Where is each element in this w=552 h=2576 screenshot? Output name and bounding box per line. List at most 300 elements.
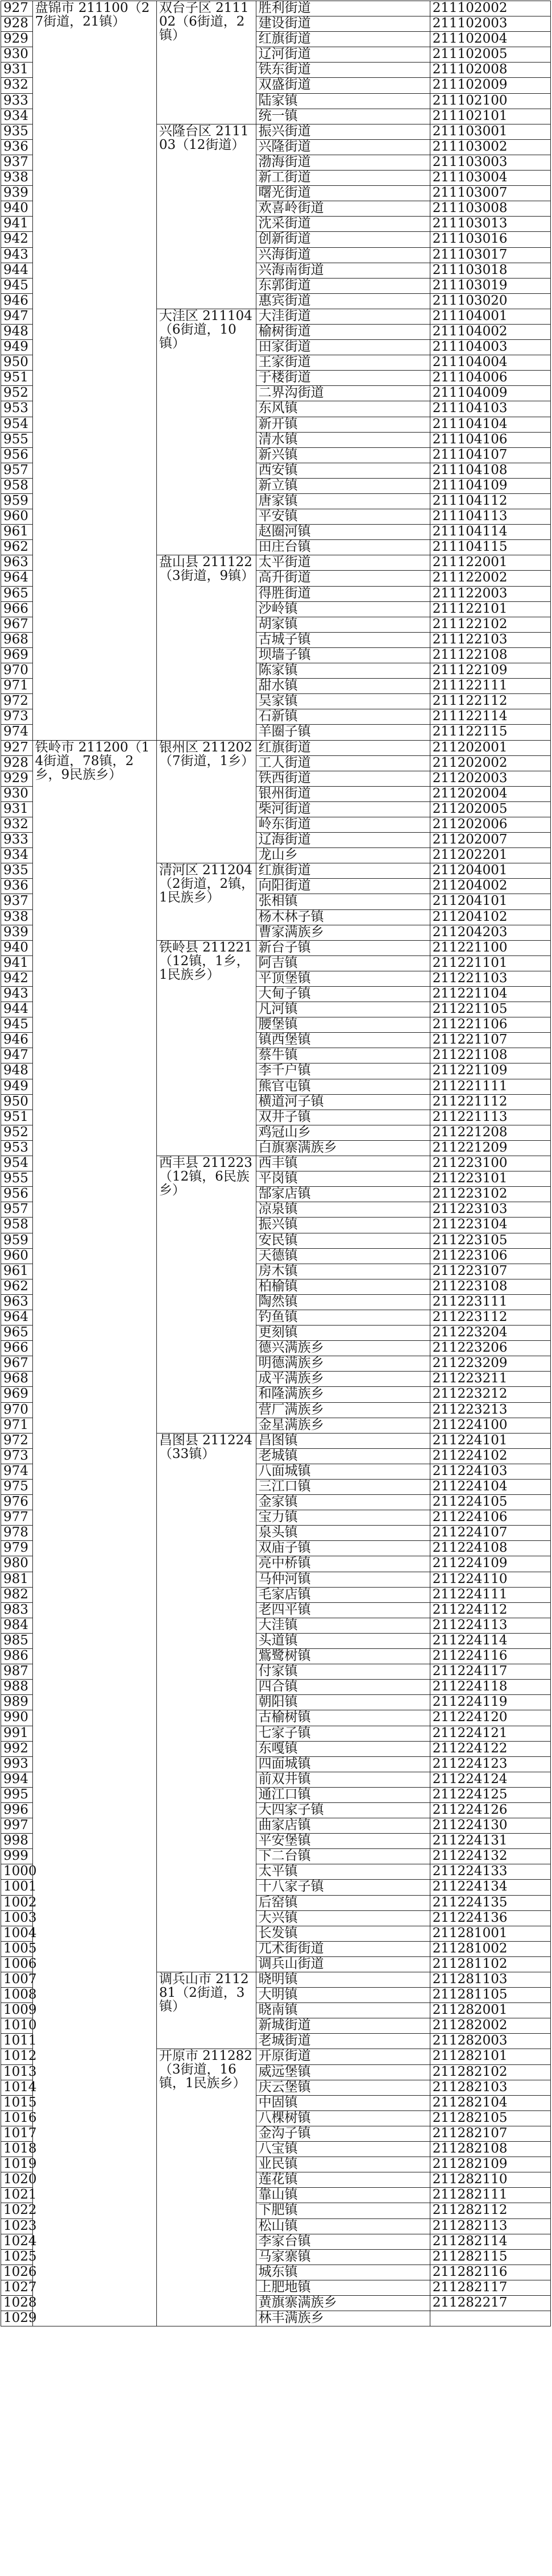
row-number: 938 <box>1 171 33 186</box>
row-number: 949 <box>1 1079 33 1094</box>
town-code-cell: 211224124 <box>430 1772 550 1787</box>
town-name-cell: 田庄台镇 <box>256 540 430 555</box>
town-name-cell: 甜水镇 <box>256 679 430 694</box>
city-cell: 盘锦市 211100（27街道，21镇） <box>32 1 156 741</box>
town-code-cell: 211104106 <box>430 432 550 447</box>
row-number: 947 <box>1 309 33 324</box>
town-code-cell: 211224116 <box>430 1649 550 1664</box>
row-number: 943 <box>1 247 33 263</box>
row-number: 939 <box>1 186 33 201</box>
town-name-cell: 得胜街道 <box>256 586 430 601</box>
county-cell: 兴隆台区 211103（12街道） <box>156 124 256 309</box>
row-number: 944 <box>1 1002 33 1017</box>
town-code-cell: 211122102 <box>430 617 550 632</box>
town-code-cell: 211224133 <box>430 1864 550 1880</box>
town-code-cell: 211122003 <box>430 586 550 601</box>
town-name-cell: 中固镇 <box>256 2095 430 2110</box>
town-code-cell: 211224113 <box>430 1618 550 1633</box>
town-code-cell: 211224121 <box>430 1726 550 1741</box>
town-code-cell: 211282111 <box>430 2188 550 2203</box>
town-code-cell: 211104113 <box>430 509 550 525</box>
town-name-cell: 松山镇 <box>256 2218 430 2234</box>
town-code-cell: 211102003 <box>430 16 550 32</box>
town-name-cell: 七家子镇 <box>256 1726 430 1741</box>
town-code-cell: 211104006 <box>430 371 550 386</box>
town-name-cell: 新立镇 <box>256 478 430 493</box>
town-code-cell: 211223112 <box>430 1310 550 1325</box>
town-code-cell: 211122103 <box>430 632 550 647</box>
town-code-cell: 211282114 <box>430 2234 550 2249</box>
row-number: 980 <box>1 1556 33 1572</box>
row-number: 953 <box>1 401 33 417</box>
row-number: 1024 <box>1 2234 33 2249</box>
town-code-cell: 211282107 <box>430 2126 550 2141</box>
town-name-cell: 房木镇 <box>256 1264 430 1279</box>
town-code-cell: 211122114 <box>430 709 550 725</box>
town-code-cell: 211224134 <box>430 1880 550 1895</box>
row-number: 1003 <box>1 1910 33 1926</box>
town-name-cell: 曙光街道 <box>256 186 430 201</box>
row-number: 951 <box>1 371 33 386</box>
town-code-cell: 211281105 <box>430 1988 550 2003</box>
row-number: 974 <box>1 725 33 740</box>
town-code-cell: 211282115 <box>430 2249 550 2265</box>
town-code-cell: 211224105 <box>430 1495 550 1510</box>
row-number: 970 <box>1 663 33 679</box>
town-name-cell: 辽海街道 <box>256 833 430 848</box>
town-name-cell: 红旗街道 <box>256 32 430 47</box>
town-code-cell: 211102008 <box>430 63 550 78</box>
town-code-cell: 211221107 <box>430 1033 550 1048</box>
town-name-cell: 晓明镇 <box>256 1972 430 1988</box>
town-code-cell: 211224130 <box>430 1818 550 1834</box>
town-name-cell: 石新镇 <box>256 709 430 725</box>
town-name-cell: 平岗镇 <box>256 1171 430 1187</box>
town-code-cell: 211104112 <box>430 494 550 509</box>
town-code-cell: 211104115 <box>430 540 550 555</box>
town-code-cell: 211102004 <box>430 32 550 47</box>
town-name-cell: 和隆满族乡 <box>256 1387 430 1402</box>
town-code-cell: 211103017 <box>430 247 550 263</box>
row-number: 955 <box>1 432 33 447</box>
town-name-cell: 兀术街街道 <box>256 1941 430 1956</box>
town-code-cell: 211224109 <box>430 1556 550 1572</box>
town-code-cell: 211224131 <box>430 1834 550 1849</box>
town-code-cell: 211224107 <box>430 1526 550 1541</box>
town-name-cell: 李千户镇 <box>256 1063 430 1079</box>
town-name-cell: 新台子镇 <box>256 940 430 955</box>
town-name-cell: 林丰满族乡 <box>256 2311 430 2326</box>
town-name-cell: 陈家镇 <box>256 663 430 679</box>
town-code-cell: 211122109 <box>430 663 550 679</box>
town-code-cell: 211282112 <box>430 2203 550 2218</box>
row-number: 999 <box>1 1849 33 1864</box>
town-name-cell: 长发镇 <box>256 1926 430 1941</box>
town-name-cell: 西安镇 <box>256 463 430 478</box>
town-code-cell: 211281102 <box>430 1956 550 1972</box>
town-name-cell: 宝力镇 <box>256 1510 430 1526</box>
town-code-cell: 211223102 <box>430 1187 550 1202</box>
town-name-cell: 大洼街道 <box>256 309 430 324</box>
town-code-cell: 211204101 <box>430 894 550 909</box>
row-number: 1004 <box>1 1926 33 1941</box>
town-name-cell: 振兴镇 <box>256 1218 430 1233</box>
town-name-cell: 威远堡镇 <box>256 2064 430 2080</box>
town-code-cell: 211224118 <box>430 1680 550 1695</box>
county-cell: 铁岭县 211221（12镇，1乡，1民族乡） <box>156 940 256 1156</box>
town-name-cell: 吴家镇 <box>256 694 430 709</box>
town-code-cell: 211282003 <box>430 2034 550 2049</box>
town-name-cell: 鸡冠山乡 <box>256 1125 430 1140</box>
town-code-cell: 211221105 <box>430 1002 550 1017</box>
town-name-cell: 安民镇 <box>256 1233 430 1248</box>
town-code-cell: 211202003 <box>430 771 550 786</box>
town-name-cell: 马家寨镇 <box>256 2249 430 2265</box>
town-name-cell: 曹家满族乡 <box>256 925 430 940</box>
row-number: 959 <box>1 1233 33 1248</box>
row-number: 936 <box>1 879 33 894</box>
town-code-cell: 211282109 <box>430 2157 550 2172</box>
row-number: 958 <box>1 1218 33 1233</box>
row-number: 935 <box>1 863 33 879</box>
town-code-cell: 211281103 <box>430 1972 550 1988</box>
town-name-cell: 熊官屯镇 <box>256 1079 430 1094</box>
row-number: 929 <box>1 771 33 786</box>
town-name-cell: 下肥镇 <box>256 2203 430 2218</box>
town-name-cell: 沈采街道 <box>256 217 430 232</box>
town-name-cell: 统一镇 <box>256 109 430 124</box>
row-number: 974 <box>1 1464 33 1479</box>
town-name-cell: 新开镇 <box>256 417 430 432</box>
table-row <box>1 1 551 16</box>
row-number: 987 <box>1 1664 33 1680</box>
county-cell: 银州区 211202（7街道，1乡） <box>156 740 256 863</box>
town-name-cell: 腰堡镇 <box>256 1017 430 1033</box>
town-name-cell: 二界沟街道 <box>256 386 430 401</box>
town-name-cell: 新兴镇 <box>256 447 430 463</box>
town-name-cell: 鴜鹭树镇 <box>256 1649 430 1664</box>
row-number: 995 <box>1 1787 33 1802</box>
row-number: 997 <box>1 1818 33 1834</box>
town-code-cell: 211104001 <box>430 309 550 324</box>
town-name-cell: 曲家店镇 <box>256 1818 430 1834</box>
row-number: 971 <box>1 679 33 694</box>
town-code-cell: 211221113 <box>430 1110 550 1125</box>
row-number: 934 <box>1 848 33 863</box>
town-name-cell: 莲花镇 <box>256 2172 430 2188</box>
row-number: 1027 <box>1 2280 33 2295</box>
row-number: 994 <box>1 1772 33 1787</box>
town-name-cell: 四合镇 <box>256 1680 430 1695</box>
town-name-cell: 双庙子镇 <box>256 1541 430 1556</box>
row-number: 945 <box>1 278 33 293</box>
town-name-cell: 白旗寨满族乡 <box>256 1140 430 1156</box>
town-name-cell: 建设街道 <box>256 16 430 32</box>
row-number: 966 <box>1 601 33 617</box>
row-number: 1014 <box>1 2080 33 2095</box>
row-number: 989 <box>1 1695 33 1710</box>
town-name-cell: 辽河街道 <box>256 47 430 63</box>
row-number: 969 <box>1 1387 33 1402</box>
row-number: 992 <box>1 1741 33 1756</box>
row-number: 973 <box>1 709 33 725</box>
town-code-cell: 211102101 <box>430 109 550 124</box>
row-number: 996 <box>1 1802 33 1818</box>
row-number: 936 <box>1 139 33 155</box>
town-name-cell: 朝阳镇 <box>256 1695 430 1710</box>
row-number: 957 <box>1 1202 33 1218</box>
town-code-cell: 211282113 <box>430 2218 550 2234</box>
town-code-cell: 211221109 <box>430 1063 550 1079</box>
row-number: 1023 <box>1 2218 33 2234</box>
town-code-cell: 211224100 <box>430 1418 550 1433</box>
town-name-cell: 德兴满族乡 <box>256 1341 430 1356</box>
town-code-cell: 211122115 <box>430 725 550 740</box>
row-number: 1028 <box>1 2295 33 2311</box>
row-number: 1006 <box>1 1956 33 1972</box>
row-number: 968 <box>1 1372 33 1387</box>
town-name-cell: 晓南镇 <box>256 2003 430 2018</box>
row-number: 943 <box>1 987 33 1002</box>
row-number: 971 <box>1 1418 33 1433</box>
town-code-cell: 211224112 <box>430 1602 550 1618</box>
row-number: 957 <box>1 463 33 478</box>
town-name-cell: 老城镇 <box>256 1448 430 1464</box>
row-number: 965 <box>1 1326 33 1341</box>
row-number: 961 <box>1 1264 33 1279</box>
row-number: 945 <box>1 1017 33 1033</box>
town-name-cell: 凡河镇 <box>256 1002 430 1017</box>
row-number: 941 <box>1 955 33 971</box>
row-number: 933 <box>1 833 33 848</box>
town-name-cell: 八面城镇 <box>256 1464 430 1479</box>
row-number: 1021 <box>1 2188 33 2203</box>
town-name-cell: 金沟子镇 <box>256 2126 430 2141</box>
town-name-cell: 羊圈子镇 <box>256 725 430 740</box>
town-code-cell <box>430 2311 550 2326</box>
town-code-cell: 211103004 <box>430 171 550 186</box>
town-name-cell: 陆家镇 <box>256 93 430 109</box>
row-number: 991 <box>1 1726 33 1741</box>
town-name-cell: 大四家子镇 <box>256 1802 430 1818</box>
town-name-cell: 王家街道 <box>256 355 430 371</box>
row-number: 950 <box>1 1094 33 1110</box>
town-name-cell: 前双井镇 <box>256 1772 430 1787</box>
admin-division-table <box>1 1 551 2326</box>
row-number: 973 <box>1 1448 33 1464</box>
town-code-cell: 211223103 <box>430 1202 550 1218</box>
row-number: 933 <box>1 93 33 109</box>
row-number: 964 <box>1 1310 33 1325</box>
row-number: 935 <box>1 124 33 139</box>
town-name-cell: 横道河子镇 <box>256 1094 430 1110</box>
town-name-cell: 渤海街道 <box>256 155 430 170</box>
town-name-cell: 新城街道 <box>256 2018 430 2034</box>
row-number: 927 <box>1 740 33 755</box>
town-name-cell: 庆云堡镇 <box>256 2080 430 2095</box>
town-name-cell: 更刻镇 <box>256 1326 430 1341</box>
town-name-cell: 龙山乡 <box>256 848 430 863</box>
town-code-cell: 211223209 <box>430 1356 550 1372</box>
row-number: 966 <box>1 1341 33 1356</box>
town-name-cell: 胜利街道 <box>256 1 430 16</box>
row-number: 929 <box>1 32 33 47</box>
town-name-cell: 赵圈河镇 <box>256 525 430 540</box>
row-number: 975 <box>1 1480 33 1495</box>
town-name-cell: 于楼街道 <box>256 371 430 386</box>
town-name-cell: 铁东街道 <box>256 63 430 78</box>
row-number: 942 <box>1 232 33 247</box>
town-code-cell: 211224135 <box>430 1895 550 1910</box>
row-number: 1018 <box>1 2142 33 2157</box>
town-code-cell: 211103020 <box>430 293 550 309</box>
town-name-cell: 陶然镇 <box>256 1294 430 1310</box>
row-number: 934 <box>1 109 33 124</box>
town-name-cell: 西丰镇 <box>256 1156 430 1171</box>
row-number: 954 <box>1 1156 33 1171</box>
town-name-cell: 柴河街道 <box>256 801 430 817</box>
town-code-cell: 211103013 <box>430 217 550 232</box>
town-code-cell: 211282103 <box>430 2080 550 2095</box>
row-number: 931 <box>1 801 33 817</box>
town-code-cell: 211122108 <box>430 647 550 663</box>
town-code-cell: 211204102 <box>430 909 550 925</box>
town-code-cell: 211202201 <box>430 848 550 863</box>
row-number: 963 <box>1 555 33 571</box>
town-name-cell: 太平街道 <box>256 555 430 571</box>
row-number: 962 <box>1 1279 33 1294</box>
row-number: 958 <box>1 478 33 493</box>
row-number: 1016 <box>1 2110 33 2126</box>
town-name-cell: 金星满族乡 <box>256 1418 430 1433</box>
town-code-cell: 211224106 <box>430 1510 550 1526</box>
town-name-cell: 大明镇 <box>256 1988 430 2003</box>
row-number: 952 <box>1 1125 33 1140</box>
town-name-cell: 坝墙子镇 <box>256 647 430 663</box>
town-name-cell: 亮中桥镇 <box>256 1556 430 1572</box>
town-code-cell: 211223213 <box>430 1402 550 1418</box>
town-code-cell: 211104108 <box>430 463 550 478</box>
row-number: 982 <box>1 1587 33 1602</box>
town-name-cell: 八棵树镇 <box>256 2110 430 2126</box>
town-code-cell: 211224120 <box>430 1710 550 1726</box>
town-name-cell: 上肥地镇 <box>256 2280 430 2295</box>
town-name-cell: 四面城镇 <box>256 1756 430 1772</box>
town-code-cell: 211122101 <box>430 601 550 617</box>
row-number: 948 <box>1 324 33 339</box>
town-name-cell: 昌图镇 <box>256 1433 430 1448</box>
town-code-cell: 211223111 <box>430 1294 550 1310</box>
town-code-cell: 211202006 <box>430 817 550 832</box>
town-code-cell: 211103016 <box>430 232 550 247</box>
town-name-cell: 工人街道 <box>256 755 430 771</box>
town-name-cell: 创新街道 <box>256 232 430 247</box>
town-name-cell: 镇西堡镇 <box>256 1033 430 1048</box>
town-code-cell: 211224132 <box>430 1849 550 1864</box>
town-name-cell: 双盛街道 <box>256 78 430 93</box>
row-number: 1025 <box>1 2249 33 2265</box>
town-code-cell: 211104004 <box>430 355 550 371</box>
town-code-cell: 211224122 <box>430 1741 550 1756</box>
row-number: 953 <box>1 1140 33 1156</box>
town-code-cell: 211102100 <box>430 93 550 109</box>
row-number: 927 <box>1 1 33 16</box>
row-number: 944 <box>1 263 33 278</box>
town-code-cell: 211224103 <box>430 1464 550 1479</box>
row-number: 969 <box>1 647 33 663</box>
town-code-cell: 211282117 <box>430 2280 550 2295</box>
row-number: 1019 <box>1 2157 33 2172</box>
row-number: 960 <box>1 1248 33 1264</box>
row-number: 946 <box>1 1033 33 1048</box>
row-number: 1012 <box>1 2049 33 2064</box>
town-name-cell: 银州街道 <box>256 786 430 801</box>
row-number: 976 <box>1 1495 33 1510</box>
town-code-cell: 211224102 <box>430 1448 550 1464</box>
town-code-cell: 211221112 <box>430 1094 550 1110</box>
row-number: 947 <box>1 1048 33 1063</box>
county-cell: 西丰县 211223（12镇，6民族乡） <box>156 1156 256 1434</box>
town-code-cell: 211104104 <box>430 417 550 432</box>
row-number: 986 <box>1 1649 33 1664</box>
town-code-cell: 211224126 <box>430 1802 550 1818</box>
row-number: 988 <box>1 1680 33 1695</box>
town-name-cell: 开原街道 <box>256 2049 430 2064</box>
town-code-cell: 211221100 <box>430 940 550 955</box>
town-name-cell: 通江口镇 <box>256 1787 430 1802</box>
town-code-cell: 211221111 <box>430 1079 550 1094</box>
row-number: 1015 <box>1 2095 33 2110</box>
town-code-cell: 211282102 <box>430 2064 550 2080</box>
row-number: 1007 <box>1 1972 33 1988</box>
town-name-cell: 老城街道 <box>256 2034 430 2049</box>
town-code-cell: 211281002 <box>430 1941 550 1956</box>
row-number: 948 <box>1 1063 33 1079</box>
county-cell: 大洼区 211104（6街道，10镇） <box>156 309 256 555</box>
row-number: 961 <box>1 525 33 540</box>
row-number: 981 <box>1 1572 33 1587</box>
town-name-cell: 天德镇 <box>256 1248 430 1264</box>
town-code-cell: 211122002 <box>430 571 550 586</box>
town-code-cell: 211102002 <box>430 1 550 16</box>
town-name-cell: 古榆树镇 <box>256 1710 430 1726</box>
town-code-cell: 211122112 <box>430 694 550 709</box>
town-code-cell: 211224108 <box>430 1541 550 1556</box>
town-name-cell: 明德满族乡 <box>256 1356 430 1372</box>
row-number: 968 <box>1 632 33 647</box>
town-name-cell: 大甸子镇 <box>256 987 430 1002</box>
row-number: 954 <box>1 417 33 432</box>
town-code-cell: 211221104 <box>430 987 550 1002</box>
town-name-cell: 蔡牛镇 <box>256 1048 430 1063</box>
row-number: 928 <box>1 16 33 32</box>
town-code-cell: 211223211 <box>430 1372 550 1387</box>
row-number: 940 <box>1 940 33 955</box>
town-code-cell: 211221106 <box>430 1017 550 1033</box>
town-code-cell: 211224123 <box>430 1756 550 1772</box>
county-cell: 昌图县 211224（33镇） <box>156 1433 256 1972</box>
town-code-cell: 211224110 <box>430 1572 550 1587</box>
row-number: 946 <box>1 293 33 309</box>
town-code-cell: 211102009 <box>430 78 550 93</box>
town-code-cell: 211282108 <box>430 2142 550 2157</box>
town-name-cell: 毛家店镇 <box>256 1587 430 1602</box>
town-code-cell: 211224119 <box>430 1695 550 1710</box>
town-code-cell: 211224136 <box>430 1910 550 1926</box>
town-code-cell: 211223106 <box>430 1248 550 1264</box>
town-name-cell: 金家镇 <box>256 1495 430 1510</box>
town-code-cell: 211122111 <box>430 679 550 694</box>
